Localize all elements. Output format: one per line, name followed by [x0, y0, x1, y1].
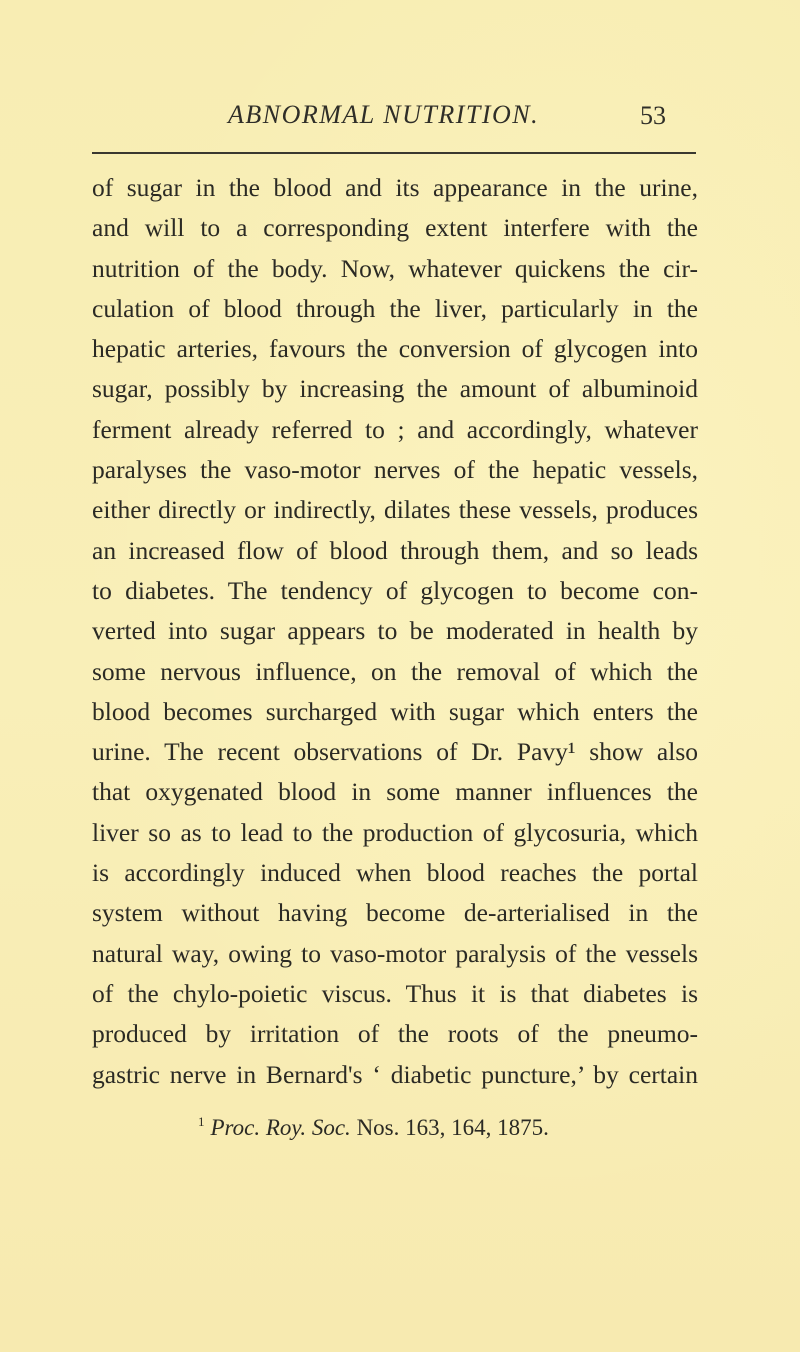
text-line: blood becomes surcharged with sugar which enters the: [92, 696, 698, 726]
text-line: gastric nerve in Bernard's ‘ diabetic puncture,’ by certain: [92, 1059, 698, 1089]
body-paragraph: [92, 168, 698, 1095]
text-line: of the chylo-poietic viscus. Thus it is that diabetes is: [92, 978, 698, 1008]
running-head: [0, 100, 800, 140]
footnote: [198, 1114, 549, 1141]
text-line: ferment already referred to ; and accordingly, whatever: [92, 414, 698, 444]
text-line: produced by irritation of the roots of the pneumo-: [92, 1019, 698, 1049]
chapter-title: ABNORMAL NUTRITION.: [228, 100, 540, 129]
text-line: sugar, possibly by increasing the amount of albuminoid: [92, 374, 698, 404]
footnote-reference: Nos. 163, 164, 1875.: [356, 1115, 549, 1140]
page-number: 53: [640, 101, 666, 130]
text-line: urine. The recent observations of Dr. Pavy¹ show also: [92, 737, 698, 767]
text-line: to diabetes. The tendency of glycogen to become con-: [92, 575, 698, 605]
text-line: nutrition of the body. Now, whatever quickens the cir-: [92, 253, 698, 283]
text-line: hepatic arteries, favours the conversion of glycogen into: [92, 334, 698, 364]
text-line: of sugar in the blood and its appearance in the urine,: [92, 173, 698, 202]
text-line: liver so as to lead to the production of glycosuria, which: [92, 817, 698, 847]
text-line: system without having become de-arterialised in the: [92, 898, 698, 928]
header-rule: [92, 152, 696, 154]
text-line: some nervous influence, on the removal of which the: [92, 656, 698, 686]
text-line: that oxygenated blood in some manner influences the: [92, 777, 698, 807]
text-line: is accordingly induced when blood reaches the portal: [92, 858, 698, 888]
text-line: and will to a corresponding extent interfere with the: [92, 213, 698, 243]
text-line: culation of blood through the liver, particularly in the: [92, 293, 698, 323]
text-line: verted into sugar appears to be moderated in health by: [92, 616, 698, 646]
text-line: an increased flow of blood through them, and so leads: [92, 535, 698, 565]
text-line: either directly or indirectly, dilates these vessels, produces: [92, 495, 698, 525]
footnote-source: Proc. Roy. Soc.: [210, 1115, 351, 1140]
footnote-marker: 1: [198, 1114, 205, 1129]
text-line: paralyses the vaso-motor nerves of the hepatic vessels,: [92, 455, 698, 485]
text-line: natural way, owing to vaso-motor paralysis of the vessels: [92, 938, 698, 968]
